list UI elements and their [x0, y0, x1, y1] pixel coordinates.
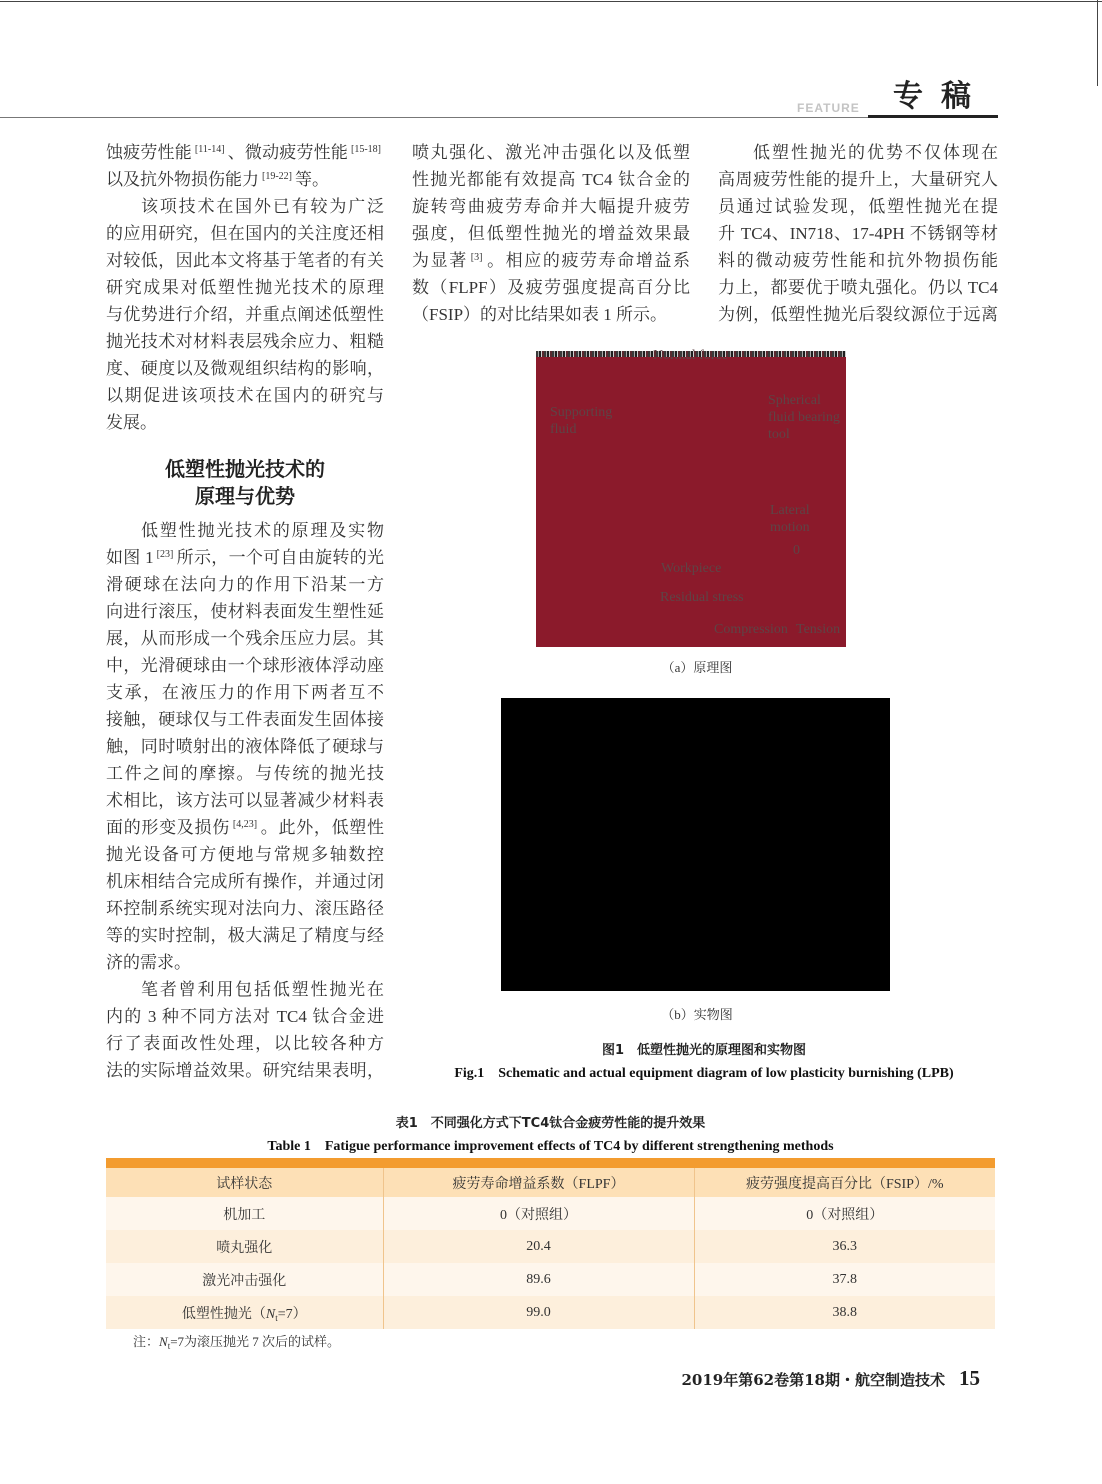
text-run: 向进行滚压，使材料表面发生塑性延: [106, 602, 384, 621]
column-2: [412, 139, 690, 328]
citation-superscript: [15-18]: [351, 144, 382, 155]
section-heading: [106, 456, 384, 510]
text-line: [412, 166, 690, 193]
text-run: 滑硬球在法向力的作用下沿某一方: [106, 575, 384, 594]
text-line: [718, 166, 998, 193]
table-row: [106, 1296, 995, 1329]
text-run: 的应用研究，但在国内的关注度还相: [106, 224, 384, 243]
text-run: （FSIP）的对比结果如表 1 所示。: [412, 305, 668, 324]
text-run: 对较低，因此本文将基于笔者的有关: [106, 251, 384, 270]
cell-variable: N: [265, 1306, 276, 1322]
column-3: [718, 139, 998, 328]
text-line: [106, 976, 384, 1003]
table-caption-chinese: 表1 不同强化方式下TC4钛合金疲劳性能的提升效果: [395, 1116, 706, 1131]
section-heading-line: 低塑性抛光技术的: [165, 457, 325, 481]
text-line: [412, 274, 690, 301]
table-cell: 0（对照组）: [383, 1197, 694, 1230]
text-run: 等。: [295, 170, 329, 189]
label-line: Spherical: [768, 393, 821, 408]
table-cell: 36.3: [694, 1230, 995, 1263]
column-header: 试样状态: [106, 1168, 383, 1197]
text-run: 抛光设备可方便地与常规多轴数控: [106, 845, 384, 864]
column-1-top: [106, 139, 384, 436]
text-line: [106, 166, 384, 193]
text-run: 接触，硬球仅与工件表面发生固体接: [106, 710, 384, 729]
text-run: 升 TC4、IN718、17-4PH 不锈钢等材: [718, 224, 998, 243]
text-run: 低塑性抛光技术的原理及实物: [141, 521, 384, 540]
label-tension: Tension: [796, 622, 841, 637]
text-run: 旋转弯曲疲劳寿命并大幅提升疲劳: [412, 197, 690, 216]
text-run: 发展。: [106, 413, 157, 432]
label-line: Supporting: [550, 405, 613, 420]
label-line: tool: [768, 427, 790, 442]
column-1-bottom: [106, 517, 384, 1084]
header-rule: [0, 117, 998, 118]
citation-superscript: [11-14]: [194, 144, 225, 155]
text-run: 与优势进行介绍，并重点阐述低塑性: [106, 305, 384, 324]
table-grid: [106, 1168, 995, 1329]
label-residual-stress: Residual stress: [660, 590, 744, 605]
text-line: [106, 1030, 384, 1057]
text-run: 性抛光都能有效提高 TC4 钛合金的: [412, 170, 690, 189]
text-line: [412, 301, 690, 328]
text-line: [106, 220, 384, 247]
text-run: 。相应的疲劳寿命增益系: [485, 251, 690, 270]
text-line: [412, 220, 690, 247]
text-run: 机床相结合完成所有操作，并通过闭: [106, 872, 384, 891]
label-zero: 0: [793, 543, 800, 558]
label-compression: Compression: [714, 622, 788, 637]
column-header: 疲劳强度提高百分比（FSIP）/%: [694, 1168, 995, 1197]
table-cell: 机加工: [106, 1197, 383, 1230]
table-cell: 89.6: [383, 1263, 694, 1296]
header-rule-accent: [868, 115, 998, 118]
text-line: [106, 1057, 384, 1084]
journal-issue: 2019年第62卷第18期・航空制造技术: [681, 1371, 945, 1389]
text-line: [106, 139, 384, 166]
text-line: [106, 760, 384, 787]
label-lateral-motion: [770, 502, 810, 536]
text-run: 低塑性抛光的优势不仅体现在: [753, 143, 998, 162]
label-line: motion: [770, 520, 810, 535]
table-top-bar: [106, 1158, 995, 1168]
text-line: [106, 598, 384, 625]
text-line: [106, 274, 384, 301]
text-line: [718, 247, 998, 274]
equipment-photo: [501, 698, 890, 991]
text-line: [718, 220, 998, 247]
text-run: 内的 3 种不同方法对 TC4 钛合金进: [106, 1007, 384, 1026]
text-line: [718, 274, 998, 301]
text-run: 研究成果对低塑性抛光技术的原理: [106, 278, 384, 297]
text-line: [106, 679, 384, 706]
text-run: 触，同时喷射出的液体降低了硬球与: [106, 737, 384, 756]
text-line: [106, 355, 384, 382]
figure-top-edge: [536, 351, 846, 357]
text-line: [106, 841, 384, 868]
section-label-chinese: 专稿: [893, 79, 989, 114]
table-header-row: [106, 1168, 995, 1197]
text-line: [106, 301, 384, 328]
label-line: fluid: [550, 422, 577, 437]
text-run: 料的微动疲劳性能和抗外物损伤能: [718, 251, 998, 270]
text-run: 高周疲劳性能的提升上，大量研究人: [718, 170, 998, 189]
table-row: [106, 1197, 995, 1230]
text-run: 度、硬度以及微观组织结构的影响，: [106, 359, 384, 378]
table-row: [106, 1263, 995, 1296]
schematic-figure: [536, 355, 846, 647]
text-run: 抛光技术对材料表层残余应力、粗糙: [106, 332, 384, 351]
text-line: [106, 706, 384, 733]
page-footer: [560, 1364, 980, 1395]
note-subscript: t: [167, 1341, 171, 1351]
text-line: [106, 328, 384, 355]
text-run: 所示，一个可自由旋转的光: [176, 548, 384, 567]
text-line: [106, 193, 384, 220]
text-run: 笔者曾利用包括低塑性抛光在: [141, 980, 384, 999]
text-run: 为显著: [412, 251, 468, 270]
text-line: [106, 544, 384, 571]
text-line: [106, 409, 384, 436]
table-cell: 38.8: [694, 1296, 995, 1329]
text-run: 为例，低塑性抛光后裂纹源位于远离: [718, 305, 998, 324]
text-line: [106, 625, 384, 652]
cell-text: =7）: [277, 1306, 307, 1322]
subfigure-b-caption: （b）实物图: [661, 1007, 733, 1022]
text-line: [106, 1003, 384, 1030]
table-cell: 37.8: [694, 1263, 995, 1296]
text-line: [106, 949, 384, 976]
text-line: [718, 193, 998, 220]
text-run: 员通过试验发现，低塑性抛光在提: [718, 197, 998, 216]
text-run: 展，从而形成一个残余压应力层。其: [106, 629, 384, 648]
text-line: [106, 247, 384, 274]
label-line: Lateral: [770, 503, 810, 518]
text-run: 数（FLPF）及疲劳强度提高百分比: [412, 278, 690, 297]
citation-superscript: [23]: [156, 549, 174, 560]
note-variable: N: [159, 1334, 168, 1349]
note-text: =7为滚压抛光 7 次后的试样。: [170, 1334, 341, 1349]
text-line: [412, 247, 690, 274]
text-run: 如图 1: [106, 548, 154, 567]
text-run: 力上，都要优于喷丸强化。仍以 TC4: [718, 278, 998, 297]
table-cell: 喷丸强化: [106, 1230, 383, 1263]
text-line: [106, 814, 384, 841]
table-row: [106, 1230, 995, 1263]
figure-caption-chinese: 图1 低塑性抛光的原理图和实物图: [601, 1043, 807, 1058]
text-run: 以及抗外物损伤能力: [106, 170, 259, 189]
text-line: [106, 733, 384, 760]
citation-superscript: [4,23]: [232, 819, 258, 830]
citation-superscript: [19-22]: [262, 171, 292, 182]
table-cell: 99.0: [383, 1296, 694, 1329]
text-run: 以期促进该项技术在国内的研究与: [106, 386, 384, 405]
text-run: 等的实时控制，极大满足了精度与经: [106, 926, 384, 945]
text-line: [412, 139, 690, 166]
text-run: 术相比，该方法可以显著减少材料表: [106, 791, 384, 810]
text-run: 环控制系统实现对法向力、滚压路径: [106, 899, 384, 918]
text-run: 喷丸强化、激光冲击强化以及低塑: [412, 143, 690, 162]
citation-superscript: [3]: [470, 252, 483, 263]
cell-text: 低塑性抛光（: [181, 1306, 266, 1322]
text-run: 。此外，低塑性: [260, 818, 384, 837]
text-line: [106, 652, 384, 679]
label-spherical-tool: [768, 392, 840, 443]
text-run: 法的实际增益效果。研究结果表明，: [106, 1061, 384, 1080]
text-run: 中，光滑硬球由一个球形液体浮动座: [106, 656, 384, 675]
figure-caption-english: Fig.1 Schematic and actual equipment diagram of low plasticity burnishing (LPB): [454, 1066, 954, 1081]
text-line: [106, 571, 384, 598]
text-line: [718, 139, 998, 166]
text-run: 济的需求。: [106, 953, 191, 972]
text-line: [106, 382, 384, 409]
table-cell: 20.4: [383, 1230, 694, 1263]
table-cell: [106, 1296, 383, 1329]
top-border-rule: [0, 1, 1102, 2]
note-prefix: 注：: [133, 1334, 160, 1349]
subfigure-a-caption: （a）原理图: [661, 660, 733, 675]
text-run: 蚀疲劳性能: [106, 143, 192, 162]
text-run: 强度，但低塑性抛光的增益效果最: [412, 224, 690, 243]
text-run: 、微动疲劳性能: [227, 143, 349, 162]
right-border-rule: [1097, 0, 1098, 86]
text-run: 支承，在液压力的作用下两者互不: [106, 683, 384, 702]
text-line: [718, 301, 998, 328]
text-run: 面的形变及损伤: [106, 818, 230, 837]
label-line: fluid bearing: [768, 410, 840, 425]
text-line: [106, 787, 384, 814]
label-supporting-fluid: [550, 404, 612, 438]
table-cell: 0（对照组）: [694, 1197, 995, 1230]
table-note: [133, 1333, 340, 1351]
section-heading-line: 原理与优势: [195, 484, 295, 508]
text-line: [106, 868, 384, 895]
text-line: [106, 517, 384, 544]
text-line: [412, 193, 690, 220]
text-run: 行了表面改性处理，以比较各种方: [106, 1034, 384, 1053]
section-label-english: FEATURE: [797, 101, 860, 115]
cell-subscript: t: [275, 1312, 278, 1323]
table-cell: 激光冲击强化: [106, 1263, 383, 1296]
text-run: 工件之间的摩擦。与传统的抛光技: [106, 764, 384, 783]
results-table: [106, 1158, 995, 1329]
table-caption-english: Table 1 Fatigue performance improvement effects of TC4 by different strengthening methods: [267, 1139, 834, 1154]
text-line: [106, 922, 384, 949]
text-run: 该项技术在国外已有较为广泛: [141, 197, 384, 216]
column-header: 疲劳寿命增益系数（FLPF）: [383, 1168, 694, 1197]
label-workpiece: Workpiece: [661, 561, 722, 576]
text-line: [106, 895, 384, 922]
page-number: 15: [959, 1366, 980, 1390]
